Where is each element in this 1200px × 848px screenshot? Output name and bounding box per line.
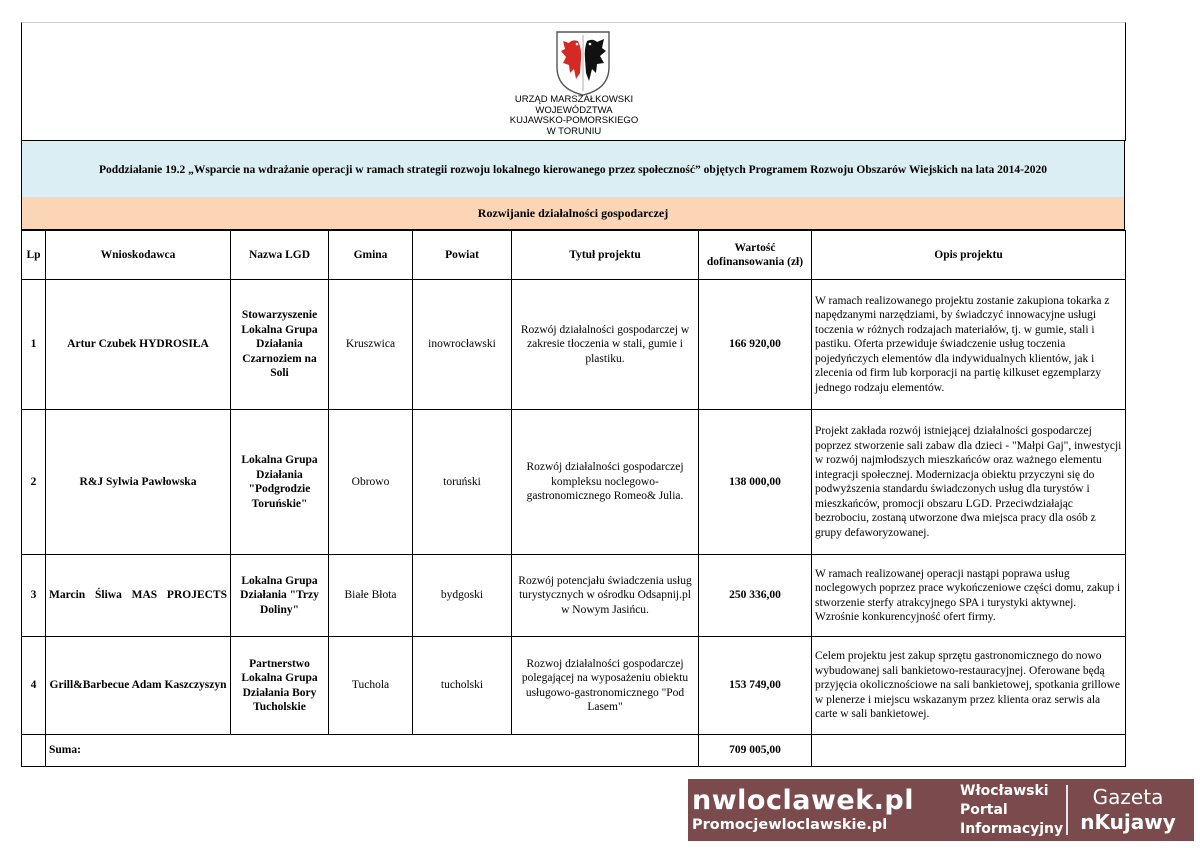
row-lgd: Stowarzyszenie Lokalna Grupa Działania Czarnoziem na Soli [231, 280, 329, 410]
coat-of-arms-logo [554, 29, 612, 97]
row-gmina: Kruszwica [329, 280, 413, 410]
row-powiat: bydgoski [413, 555, 512, 637]
row-lgd: Lokalna Grupa Działania "Trzy Doliny" [231, 555, 329, 637]
column-header-title: Tytuł projektu [512, 231, 699, 280]
table-row [22, 637, 1126, 735]
row-lgd: Lokalna Grupa Działania "Podgrodzie Toruńskie" [231, 410, 329, 555]
watermark-portal-line: Informacyjny [960, 820, 1064, 837]
row-value: 153 749,00 [699, 637, 812, 735]
office-line: URZĄD MARSZAŁKOWSKI [514, 94, 634, 105]
column-header-lgd: Nazwa LGD [231, 231, 329, 280]
watermark-portal-label [954, 782, 1066, 839]
column-header-description: Opis projektu [812, 231, 1126, 280]
watermark-portal-line: Włocławski [960, 782, 1049, 799]
column-header-gmina: Gmina [329, 231, 413, 280]
column-header-powiat: Powiat [413, 231, 512, 280]
row-lgd: Partnerstwo Lokalna Grupa Działania Bory Tucholskie [231, 637, 329, 735]
row-description: Celem projektu jest zakup sprzętu gastronomicznego do nowo wybudowanej sali bankietowo-restauracyjnej. Oferowane będą przyjęcia okolicznościowe na sali bankietowej, spotkania grillowe w plenerze i miejscu wskazanym przez klienta oraz serwis ala carte w sali bankietowej. [812, 637, 1126, 735]
document-page [21, 22, 1125, 764]
row-lp: 2 [22, 410, 46, 555]
row-powiat: toruński [413, 410, 512, 555]
document-header [21, 22, 1126, 141]
sum-value: 709 005,00 [699, 735, 812, 767]
office-name [474, 95, 674, 137]
office-line: WOJEWÓDZTWA [535, 104, 613, 116]
table-row [22, 555, 1126, 637]
watermark-site-name: nwloclawek.pl [692, 784, 914, 816]
table-header-row [22, 231, 1126, 280]
sum-row [22, 735, 1126, 767]
row-value: 138 000,00 [699, 410, 812, 555]
row-applicant: Marcin Śliwa MAS PROJECTS [46, 555, 231, 637]
projects-table [21, 230, 1126, 767]
row-gmina: Tuchola [329, 637, 413, 735]
row-title: Rozwój działalności gospodarczej w zakresie tłoczenia w stali, gumie i plastiku. [512, 280, 699, 410]
column-header-lp: Lp [22, 231, 46, 280]
sum-lp-cell [22, 735, 46, 767]
watermark-gazeta-name: nKujawy [1080, 810, 1176, 834]
row-title: Rozwoj działalności gospodarczej polegającej na wyposażeniu obiektu usługowo-gastronomicznego "Pod Lasem" [512, 637, 699, 735]
row-gmina: Obrowo [329, 410, 413, 555]
row-description: W ramach realizowanego projektu zostanie zakupiona tokarka z napędzanymi narzędziami, by świadczyć innowacyjne usługi toczenia w różnych rodzajach materiałów, tj. w gumie, stali i pastiku. Oferta przewiduje świadczenie usług toczenia pojedyńczych elementów dla indywidualnych klientów, jak i zlecenia od firm lub korporacji na partię kilkuset egzemplarzy jednego rodzaju elementów. [812, 280, 1126, 410]
table-row [22, 410, 1126, 555]
sum-description-cell [812, 735, 1126, 767]
column-header-value: Wartość dofinansowania (zł) [699, 231, 812, 280]
watermark-gazeta-line: Gazeta [1092, 785, 1164, 809]
row-value: 166 920,00 [699, 280, 812, 410]
row-lp: 3 [22, 555, 46, 637]
column-header-applicant: Wnioskodawca [46, 231, 231, 280]
row-powiat: tucholski [413, 637, 512, 735]
row-description: Projekt zakłada rozwój istniejącej działalności gospodarczej poprzez stworzenie sali zabaw dla dzieci - "Małpi Gaj", inwestycji w rozwój najmłodszych mieszkańców oraz ważnego elementu integracji społecznej. Modernizacja obiektu przyczyni się do podwyższenia standardu świadczonych usług dla turystów i mieszkańców, promocji obszaru LGD. Przeciwdziałając bezrobociu, zostaną utworzone dwa miejsca pracy dla osób z grupy defaworyzowanej. [812, 410, 1126, 555]
row-lp: 4 [22, 637, 46, 735]
program-subtitle: Poddziałanie 19.2 „Wsparcie na wdrażanie operacji w ramach strategii rozwoju lokalnego kierowanego przez społeczność” objętych Programem Rozwoju Obszarów Wiejskich na lata 2014-2020 [21, 140, 1125, 199]
category-heading: Rozwijanie działalności gospodarczej [21, 197, 1125, 230]
row-description: W ramach realizowanej operacji nastąpi poprawa usług noclegowych poprzez prace wykończeniowe części domu, zakup i stworzenie sterfy atrakcyjnego SPA i turystyki aktywnej. Wzrośnie konkurencyjność ofert firmy. [812, 555, 1126, 637]
row-applicant: Grill&Barbecue Adam Kaszczyszyn [46, 637, 231, 735]
office-line: W TORUNIU [546, 125, 602, 137]
row-title: Rozwój potencjału świadczenia usług turystycznych w ośrodku Odsapnij.pl w Nowym Jasińcu. [512, 555, 699, 637]
watermark-portal-line: Portal [960, 801, 1008, 818]
watermark-promo-site: Promocjewloclawskie.pl [692, 816, 888, 833]
office-line: KUJAWSKO-POMORSKIEGO [509, 115, 639, 126]
row-gmina: Białe Błota [329, 555, 413, 637]
watermark-gazeta [1068, 785, 1188, 835]
row-applicant: R&J Sylwia Pawłowska [46, 410, 231, 555]
watermark-banner [688, 779, 1194, 841]
row-title: Rozwój działalności gospodarczej kompleksu noclegowo-gastronomicznego Romeo& Julia. [512, 410, 699, 555]
row-lp: 1 [22, 280, 46, 410]
row-applicant: Artur Czubek HYDROSIŁA [46, 280, 231, 410]
row-powiat: inowrocławski [413, 280, 512, 410]
sum-label: Suma: [46, 735, 699, 767]
table-row [22, 280, 1126, 410]
row-value: 250 336,00 [699, 555, 812, 637]
watermark-sites [688, 786, 954, 835]
